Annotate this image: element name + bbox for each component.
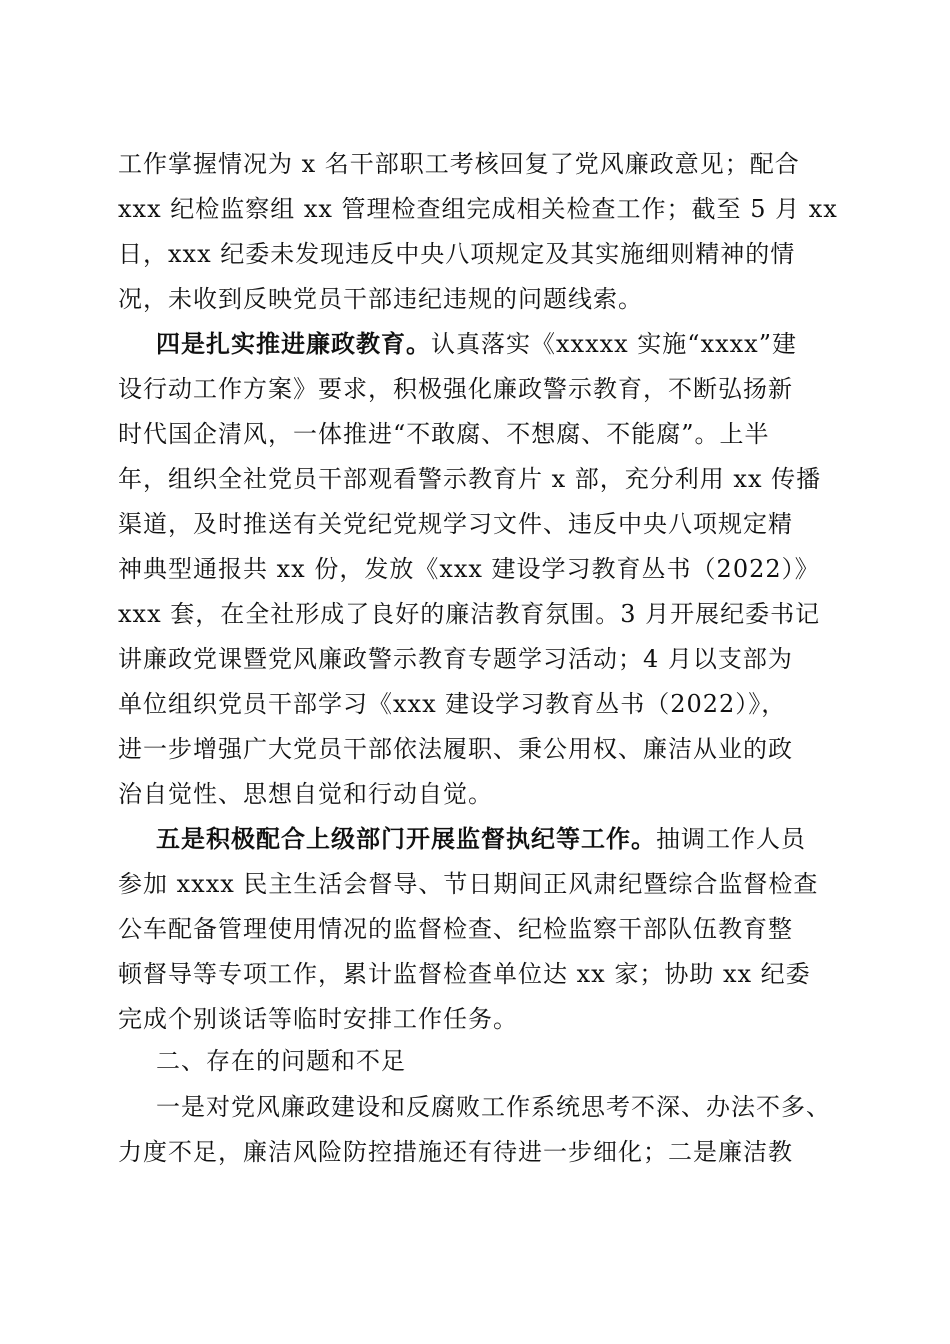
- paragraph-line: 一是对党风廉政建设和反腐败工作系统思考不深、办法不多、: [156, 1093, 831, 1121]
- paragraph-line: 况，未收到反映党员干部违纪违规的问题线索。: [118, 285, 643, 313]
- paragraph-line: 神典型通报共 xx 份，发放《xxx 建设学习教育丛书（2022）》: [118, 555, 820, 583]
- paragraph-line: 进一步增强广大党员干部依法履职、秉公用权、廉洁从业的政: [118, 735, 793, 763]
- paragraph-line: xxx 套，在全社形成了良好的廉洁教育氛围。3 月开展纪委书记: [118, 600, 821, 628]
- paragraph-first-line: [156, 822, 806, 856]
- paragraph-line: 完成个别谈话等临时安排工作任务。: [118, 1005, 518, 1033]
- paragraph-lead-heading: 四是扎实推进廉政教育。: [156, 329, 431, 358]
- paragraph-line: 年，组织全社党员干部观看警示教育片 x 部，充分利用 xx 传播: [118, 465, 822, 493]
- paragraph-line: xxx 纪检监察组 xx 管理检查组完成相关检查工作；截至 5 月 xx: [118, 195, 838, 223]
- section-heading: 二、存在的问题和不足: [156, 1047, 406, 1075]
- paragraph-line: 治自觉性、思想自觉和行动自觉。: [118, 780, 493, 808]
- paragraph-line: 设行动工作方案》要求，积极强化廉政警示教育，不断弘扬新: [118, 375, 793, 403]
- paragraph-line: 工作掌握情况为 x 名干部职工考核回复了党风廉政意见；配合: [118, 150, 800, 178]
- paragraph-text: 抽调工作人员: [656, 825, 806, 853]
- paragraph-line: 日，xxx 纪委未发现违反中央八项规定及其实施细则精神的情: [118, 240, 796, 268]
- paragraph-line: 讲廉政党课暨党风廉政警示教育专题学习活动；4 月以支部为: [118, 645, 793, 673]
- paragraph-line: 单位组织党员干部学习《xxx 建设学习教育丛书（2022）》，: [118, 690, 787, 718]
- paragraph-line: 力度不足，廉洁风险防控措施还有待进一步细化；二是廉洁教: [118, 1138, 793, 1166]
- paragraph-line: 时代国企清风，一体推进“不敢腐、不想腐、不能腐”。上半: [118, 420, 770, 448]
- paragraph-line: 顿督导等专项工作，累计监督检查单位达 xx 家；协助 xx 纪委: [118, 960, 811, 988]
- paragraph-first-line: [156, 327, 797, 361]
- paragraph-text: 认真落实《xxxxx 实施“xxxx”建: [431, 330, 797, 358]
- paragraph-line: 渠道，及时推送有关党纪党规学习文件、违反中央八项规定精: [118, 510, 793, 538]
- paragraph-line: 参加 xxxx 民主生活会督导、节日期间正风肃纪暨综合监督检查: [118, 870, 819, 898]
- paragraph-line: 公车配备管理使用情况的监督检查、纪检监察干部队伍教育整: [118, 915, 793, 943]
- paragraph-lead-heading: 五是积极配合上级部门开展监督执纪等工作。: [156, 824, 656, 853]
